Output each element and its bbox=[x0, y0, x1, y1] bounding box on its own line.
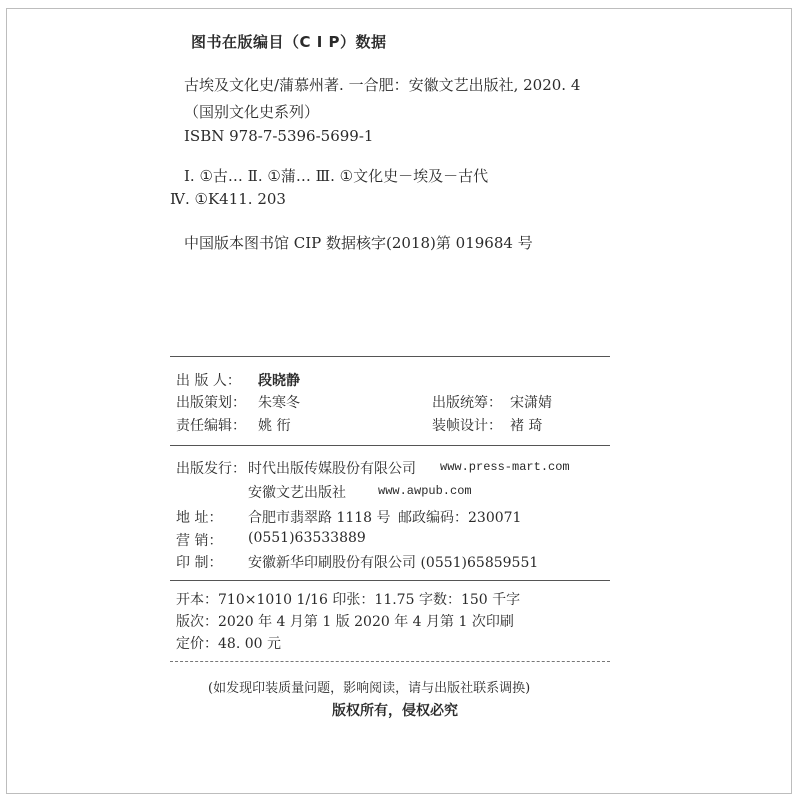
cip-heading: 图书在版编目（C I P）数据 bbox=[191, 33, 387, 51]
address-label: 地 址： bbox=[176, 510, 223, 526]
edition-info: 版次：2020 年 4 月第 1 版 2020 年 4 月第 1 次印刷 bbox=[176, 614, 514, 630]
publisher-label: 出 版 人： bbox=[176, 373, 241, 389]
issuer-name-2: 安徽文艺出版社 bbox=[248, 485, 346, 501]
publisher-value: 段晓静 bbox=[258, 373, 300, 389]
planning-label: 出版策划： bbox=[176, 395, 246, 411]
issuer-url-1: www.press-mart.com bbox=[440, 460, 570, 474]
cip-number: 中国版本图书馆 CIP 数据核字(2018)第 019684 号 bbox=[184, 234, 533, 252]
coordinator-value: 宋潇婧 bbox=[510, 395, 552, 411]
cip-classification-line-1: Ⅰ. ①古… Ⅱ. ①蒲… Ⅲ. ①文化史－埃及－古代 bbox=[184, 167, 489, 185]
price: 定价：48. 00 元 bbox=[176, 636, 281, 652]
design-label: 装帧设计： bbox=[432, 418, 502, 434]
design-value: 褚 琦 bbox=[510, 418, 543, 434]
sales-phone: (0551)63533889 bbox=[248, 530, 366, 546]
divider-dashed bbox=[170, 661, 610, 662]
divider-imprint bbox=[170, 580, 610, 581]
issuer-name-1: 时代出版传媒股份有限公司 bbox=[248, 461, 416, 477]
issuer-url-2: www.awpub.com bbox=[378, 484, 472, 498]
cip-isbn: ISBN 978-7-5396-5699-1 bbox=[184, 127, 374, 145]
cip-title-line: 古埃及文化史/蒲慕州著. 一合肥：安徽文艺出版社, 2020. 4 bbox=[184, 76, 581, 94]
address-value: 合肥市翡翠路 1118 号 bbox=[248, 510, 391, 526]
copyright-notice: 版权所有，侵权必究 bbox=[332, 703, 458, 719]
print-label: 印 制： bbox=[176, 555, 223, 571]
divider-credits bbox=[170, 445, 610, 446]
cip-classification-line-2: Ⅳ. ①K411. 203 bbox=[170, 190, 286, 208]
format-specs: 开本：710×1010 1/16 印张：11.75 字数：150 千字 bbox=[176, 592, 521, 608]
quality-notice: (如发现印装质量问题，影响阅读，请与出版社联系调换) bbox=[208, 681, 531, 696]
coordinator-label: 出版统筹： bbox=[432, 395, 502, 411]
editor-value: 姚 衎 bbox=[258, 418, 291, 434]
issuer-label: 出版发行： bbox=[176, 461, 246, 477]
cip-series-line: （国别文化史系列） bbox=[184, 103, 320, 121]
postcode: 邮政编码：230071 bbox=[398, 510, 522, 526]
editor-label: 责任编辑： bbox=[176, 418, 246, 434]
printer-value: 安徽新华印刷股份有限公司 (0551)65859551 bbox=[248, 555, 539, 571]
sales-label: 营 销： bbox=[176, 533, 223, 549]
divider-top bbox=[170, 356, 610, 357]
planning-value: 朱寒冬 bbox=[258, 395, 300, 411]
